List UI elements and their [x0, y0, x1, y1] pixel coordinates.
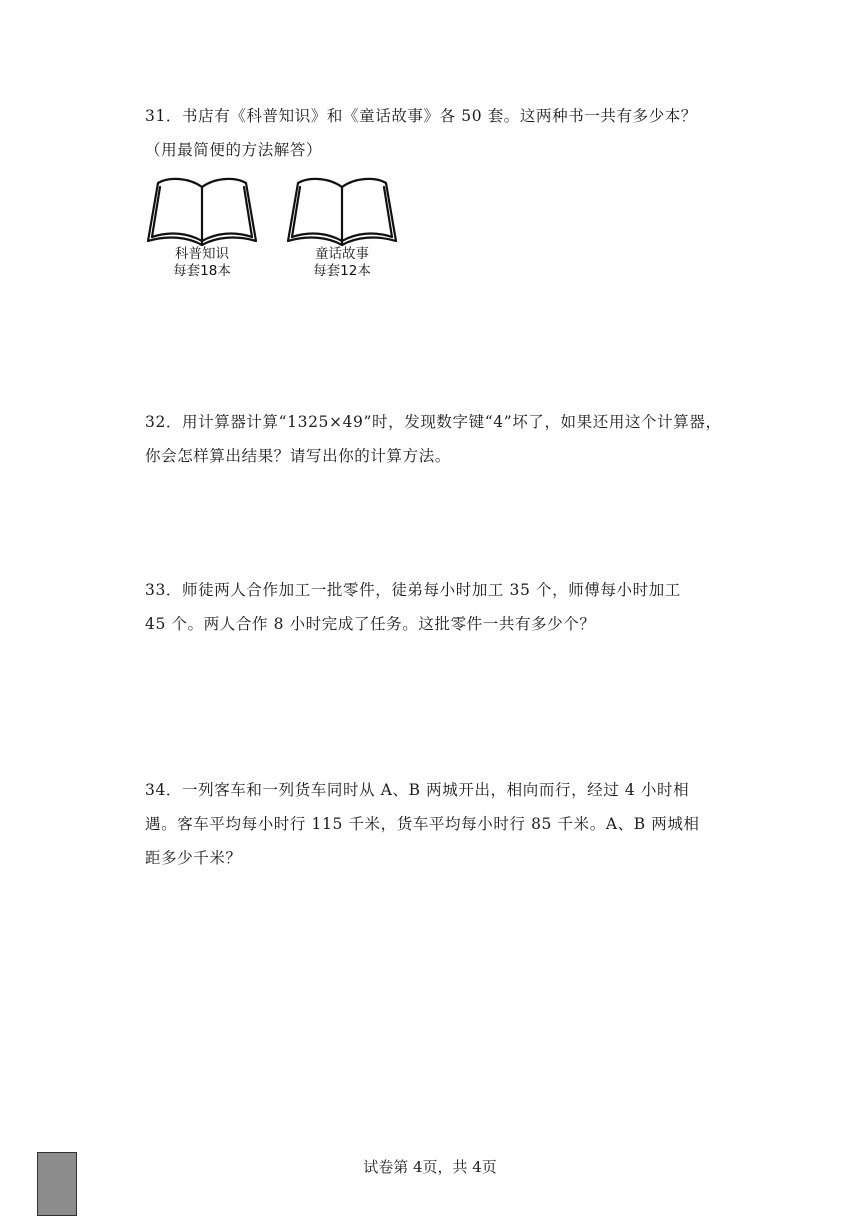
question-34-line-2: 遇。客车平均每小时行 115 千米，货车平均每小时行 85 千米。A、B 两城相	[145, 815, 700, 833]
question-31	[145, 99, 730, 167]
question-32	[145, 405, 730, 473]
question-34-line-1: 34．一列客车和一列货车同时从 A、B 两城开出，相向而行，经过 4 小时相	[145, 781, 690, 799]
question-34-line-3: 距多少千米？	[145, 849, 242, 867]
page-footer	[0, 1155, 860, 1179]
question-32-line-2: 你会怎样算出结果？请写出你的计算方法。	[145, 447, 451, 465]
question-32-line-1: 32．用计算器计算“1325×49”时，发现数字键“4”坏了，如果还用这个计算器，	[145, 413, 722, 431]
question-34	[145, 773, 730, 875]
book-illustrations	[146, 175, 416, 290]
book-science-detail: 每套18本	[173, 263, 231, 279]
book-science	[146, 175, 258, 290]
question-33-line-1: 33．师徒两人合作加工一批零件，徒弟每小时加工 35 个，师傅每小时加工	[145, 581, 681, 599]
page-number-label: 试卷第 4页，共 4页	[363, 1158, 497, 1176]
book-fairytale	[286, 175, 398, 290]
question-33-line-2: 45 个。两人合作 8 小时完成了任务。这批零件一共有多少个？	[145, 615, 596, 633]
book-science-title: 科普知识	[175, 246, 229, 262]
open-book-icon	[146, 175, 258, 250]
book-fairytale-title: 童话故事	[315, 246, 369, 262]
open-book-icon	[286, 175, 398, 250]
book-fairytale-detail: 每套12本	[313, 263, 371, 279]
question-33	[145, 573, 730, 641]
question-31-line-2: （用最简便的方法解答）	[145, 141, 323, 159]
question-31-line-1: 31．书店有《科普知识》和《童话故事》各 50 套。这两种书一共有多少本？	[145, 107, 698, 125]
